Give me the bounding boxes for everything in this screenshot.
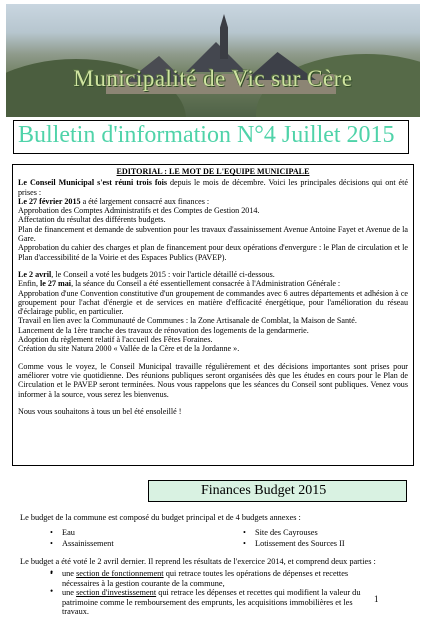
annex-item: • Site des Cayrouses <box>255 528 318 537</box>
finances-intro: Le budget de la commune est composé du budget principal et de 4 budgets annexes : <box>20 513 301 522</box>
editorial-box <box>12 164 414 466</box>
editorial-heading: EDITORIAL : LE MOT DE L'EQUIPE MUNICIPALE <box>116 167 310 176</box>
annex-item: • Eau <box>62 528 75 537</box>
annex-item: • Assainissement <box>62 539 114 548</box>
budget-part-operating: une section de fonctionnement qui retrace toutes les opérations de dépenses et recettes nécessaires à la gestion courante de la commune, <box>62 569 349 588</box>
february-item: Affectation du résultat des différents budgets. <box>18 215 166 225</box>
may-item: Création du site Natura 2000 « Vallée de la Cère et de la Jordanne ». <box>18 344 240 354</box>
may-item: Travail en lien avec la Communauté de Communes : la Zone Artisanale de Comblat, la Maison de Santé. <box>18 316 357 326</box>
investment-section-term: section d'investissement <box>76 588 157 597</box>
budget-vote-text: Le budget a été voté le 2 avril dernier. Il reprend les résultats de l'exercice 2014, et comprend deux parties : <box>20 557 376 566</box>
may-item: Lancement de la 1ère tranche des travaux de rénovation des logements de la gendarmerie. <box>18 325 309 335</box>
budget-part-investment: une section d'investissement qui retrace les dépenses et recettes qui modifient la valeur du patrimoine comme le remboursement des emprunts, les acquisitions immobilières et les travaux. <box>62 588 361 616</box>
municipality-title: Municipalité de Vic sur Cère <box>73 66 353 91</box>
editorial-april: Le 2 avril, le Conseil a voté les budgets 2015 : voir l'article détaillé ci-dessous. <box>18 269 275 279</box>
may-item: Adoption du règlement relatif à l'accueil des Fêtes Foraines. <box>18 335 213 345</box>
bullet-dot-icon: • <box>50 567 54 577</box>
bulletin-title: Bulletin d'information N°4 Juillet 2015 <box>18 122 395 148</box>
page-number: 1 <box>374 594 379 604</box>
bulletin-title-box <box>13 120 409 154</box>
finances-heading: Finances Budget 2015 <box>201 483 327 498</box>
operating-section-term: section de fonctionnement <box>76 569 164 578</box>
editorial-wish: Nous vous souhaitons à tous un bel été ensoleillé ! <box>18 406 182 416</box>
editorial-closing: Comme vous le voyez, le Conseil Municipal travaille régulièrement et des décisions importantes sont prises pour améliorer votre vie quotidienne. Des réunions publiques seront organisées dès que les études en cours pour le Plan de Circulation et le PAVEP seront terminées. Nous vous rappelons que les séances du Conseil sont publiques. Venez vous informer à la source, vous serez les bienvenus. <box>18 361 408 399</box>
february-item: Approbation du cahier des charges et plan de financement pour deux opérations d'envergure : le Plan de circulation et le Plan d'accessibilité de la Voirie et des Espaces Publics (PAVEP). <box>18 243 408 262</box>
editorial-february: Le 27 février 2015 a été largement consacré aux finances : <box>18 196 210 206</box>
annex-item: • Lotissement des Sources II <box>255 539 345 548</box>
banner-church-tower <box>220 14 228 59</box>
february-item: Approbation des Comptes Administratifs et des Comptes de Gestion 2014. <box>18 206 260 216</box>
finances-heading-box <box>148 480 407 502</box>
february-item: Plan de financement et demande de subvention pour les travaux d'assainissement Avenue Antoine Fayet et Avenue de la Gare. <box>18 224 408 244</box>
editorial-intro: Le Conseil Municipal s'est réuni trois fois depuis le mois de décembre. Voici les principales décisions qui ont été prises : <box>18 178 408 197</box>
bullet-dot-icon: • <box>50 586 54 596</box>
editorial-may: Enfin, le 27 mai, la séance du Conseil a été essentiellement consacrée à l'Administration Générale : <box>18 279 341 289</box>
may-item: Approbation d'une Convention constitutive d'un groupement de commandes avec 6 autres départements et adhésion à ce groupement pour l'achat d'énergie et de services en matière d'efficacité énergétique, pour l'amélioration du réseau d'éclairage public, en particulier. <box>18 288 408 317</box>
header-banner <box>6 4 420 117</box>
